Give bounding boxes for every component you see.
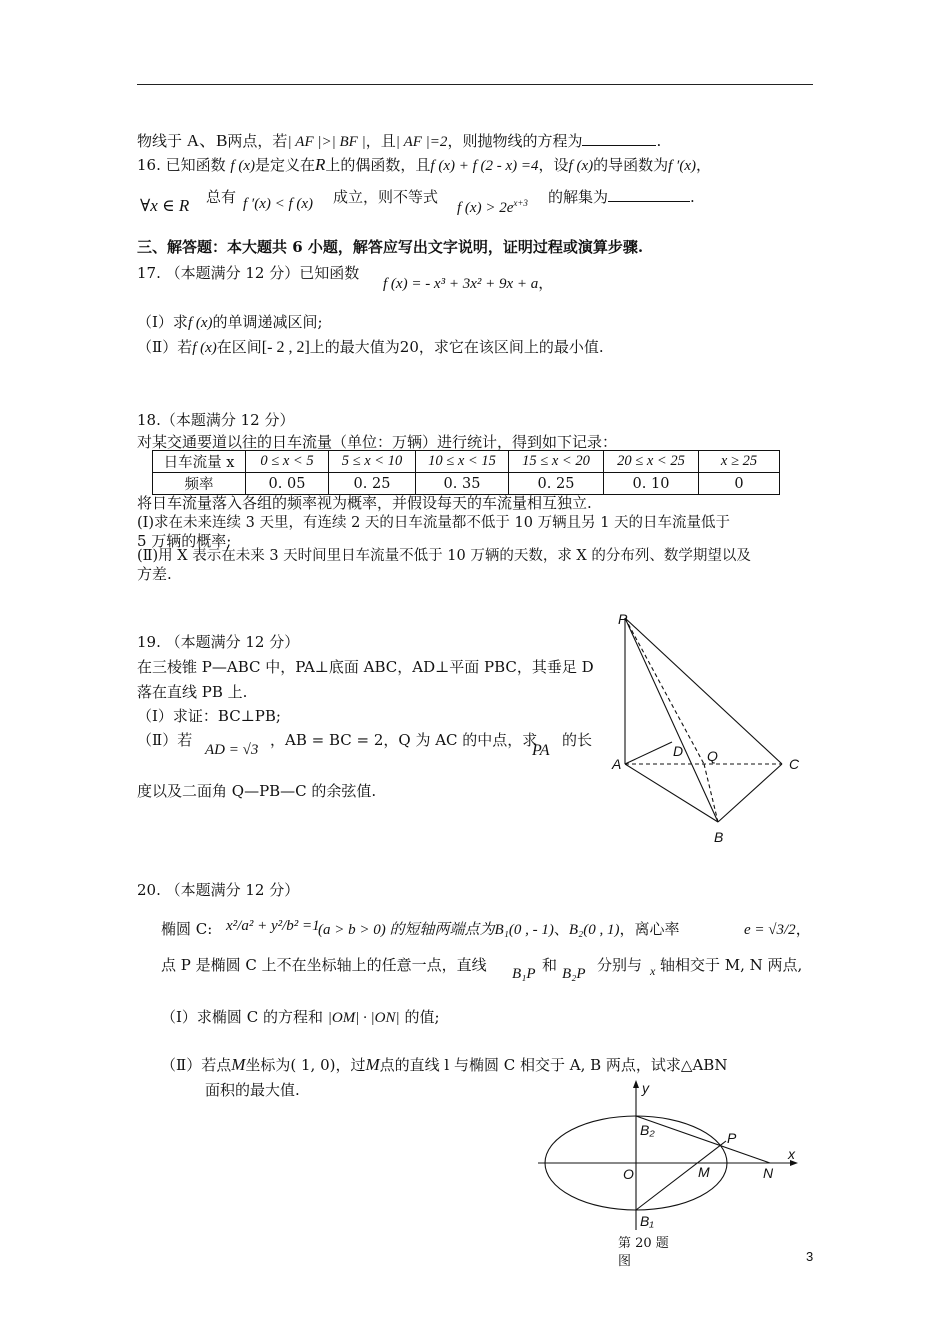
q20-eccentricity: e = √3/2， <box>744 922 811 938</box>
q16-line1: 16. 已知函数 f (x)是定义在R上的偶函数，且f (x) + f (2 - x) =4，设f (x)的导函数为f ′(x)， <box>137 155 712 174</box>
q17-part1: （Ⅰ）求f (x)的单调递减区间; <box>137 313 323 331</box>
label-y: y <box>642 1080 649 1096</box>
edge-AB <box>625 764 718 822</box>
q20-part1: （Ⅰ）求椭圆 C 的方程和 |OM| · |ON| 的值; <box>161 1008 440 1026</box>
q20-part2: （Ⅱ）若点M坐标为( 1, 0)，过M点的直线 l 与椭圆 C 相交于 A, B 两点，试求△ABN <box>161 1055 728 1074</box>
q20-part2-line2: 面积的最大值. <box>205 1081 300 1099</box>
q18-part2-line2: 方差. <box>137 565 172 583</box>
segment-PQ <box>625 618 704 764</box>
q18-part1-line1: (Ⅰ)求在未来连续 3 天里，有连续 2 天的日车流量都不低于 10 万辆且另 1 天的日车流量低于 <box>137 515 731 531</box>
q19-line4c: 的长 <box>562 731 593 749</box>
label-P: P <box>727 1130 737 1146</box>
table-header-cell: 0 ≤ x < 5 <box>246 451 329 473</box>
table-cell: 0. 05 <box>246 473 329 495</box>
label-C: C <box>789 756 800 772</box>
edge-PC <box>625 618 782 764</box>
label-O: O <box>623 1166 634 1182</box>
label-x: x <box>788 1146 795 1162</box>
q18-part2-line1: (Ⅱ)用 X 表示在未来 3 天时间里日车流量不低于 10 万辆的天数，求 X 的分布列、数学期望以及 <box>137 548 751 564</box>
table-cell: 0. 25 <box>329 473 416 495</box>
q20-line2c: 分别与 <box>597 956 643 974</box>
label-Q: Q <box>707 748 718 764</box>
table-row <box>153 451 780 473</box>
segment-QB <box>704 764 718 822</box>
q19-line4a: （Ⅱ）若 <box>137 731 193 749</box>
q18-title: 18.（本题满分 12 分） <box>137 411 295 429</box>
table-cell: 0. 35 <box>416 473 509 495</box>
q16-zongyou: 总有 <box>206 188 237 206</box>
q16-ineq1: f ′(x) < f (x) <box>243 196 314 212</box>
tetrahedron-figure <box>600 610 820 850</box>
table-header-cell: 5 ≤ x < 10 <box>329 451 416 473</box>
edge-BC <box>718 764 782 822</box>
figure-caption-line1: 第 20 题 <box>618 1236 669 1251</box>
q20-ellipse-eq: x²/a² + y²/b² =1 <box>226 918 320 934</box>
q19-pa: PA <box>532 742 550 759</box>
q16-chengli: 成立，则不等式 <box>333 188 439 206</box>
table-cell: 频率 <box>153 473 246 495</box>
answer-blank <box>608 189 690 202</box>
q20-line2a: 点 P 是椭圆 C 上不在坐标轴上的任意一点，直线 <box>161 956 487 974</box>
q17-part2: （Ⅱ）若f (x)在区间[- 2 , 2]上的最大值为20，求它在该区间上的最小值. <box>137 338 604 356</box>
y-arrow-icon <box>633 1080 639 1088</box>
line-B2PN <box>636 1116 770 1163</box>
q16-ineq2: f $(x) > 2e^{x+3}$ <box>457 198 528 216</box>
table-header-cell: 15 ≤ x < 20 <box>509 451 604 473</box>
q20-and: 和 <box>542 956 558 974</box>
figure-caption-line2: 图 <box>618 1254 632 1269</box>
table-header-cell: 20 ≤ x < 25 <box>604 451 699 473</box>
q19-line3: （Ⅰ）求证：BC⊥PB; <box>137 707 281 725</box>
section-heading: 三、解答题：本大题共 6 小题，解答应写出文字说明，证明过程或演算步骤. <box>137 238 644 256</box>
q20-line1a: 椭圆 C: <box>161 920 213 938</box>
q18-after: 将日车流量落入各组的频率视为概率，并假设每天的车流量相互独立. <box>137 494 592 512</box>
q20-title: 20. （本题满分 12 分） <box>137 881 300 899</box>
header-rule <box>137 84 813 85</box>
table-cell: 0. 10 <box>604 473 699 495</box>
q19-line5: 度以及二面角 Q—PB—C 的余弦值. <box>137 782 377 800</box>
label-B: B <box>714 829 724 845</box>
table-cell: 0. 25 <box>509 473 604 495</box>
ellipse-figure <box>530 1080 830 1240</box>
q20-x: x <box>650 964 656 978</box>
q15-tail-line: 物线于 A、B两点，若| AF |>| BF |，且| AF |=2，则抛物线的方程为 . <box>137 131 662 150</box>
q19-line1: 在三棱锥 P—ABC 中，PA⊥底面 ABC，AD⊥平面 PBC，其垂足 D <box>137 658 594 676</box>
q16-tail: 的解集为 . <box>548 188 695 206</box>
label-N: N <box>763 1165 774 1181</box>
label-B1: B₁ <box>640 1213 654 1229</box>
q19-line4b: ，AB = BC = 2，Q 为 AC 的中点，求 <box>270 731 538 749</box>
q18-intro: 对某交通要道以往的日车流量（单位：万辆）进行统计，得到如下记录： <box>137 433 618 451</box>
table-header-cell: 10 ≤ x < 15 <box>416 451 509 473</box>
q20-line1b: (a > b > 0) 的短轴两端点为B₁(0 , - 1)、B₂(0 , 1)，离心率 <box>318 920 680 938</box>
q20-b2p: B₂P <box>562 966 586 982</box>
label-D: D <box>673 743 684 759</box>
label-M: M <box>698 1164 710 1180</box>
label-B2: B₂ <box>640 1122 655 1138</box>
table-cell: 0 <box>699 473 780 495</box>
q18-part1-line2: 5 万辆的概率; <box>137 532 232 550</box>
table-header-cell: x ≥ 25 <box>699 451 780 473</box>
line-B1P <box>636 1141 726 1210</box>
page-number: 3 <box>806 1249 814 1264</box>
q20-b1p: B₁P <box>512 966 536 982</box>
q17-function: f (x) = - x³ + 3x² + 9x + a， <box>383 276 554 292</box>
label-P: P <box>618 611 628 627</box>
edge-PB <box>625 618 718 822</box>
q20-line2d: 轴相交于 M, N 两点, <box>660 956 803 974</box>
frequency-table <box>152 450 780 495</box>
q17-title: 17. （本题满分 12 分）已知函数 <box>137 264 360 282</box>
label-A: A <box>612 756 622 772</box>
table-header-cell: 日车流量 x <box>153 451 246 473</box>
segment-AD <box>625 742 672 764</box>
q19-ad: AD = √3 <box>205 742 259 758</box>
q16-forall: ∀x ∈ R <box>140 196 190 215</box>
q19-line2: 落在直线 PB 上. <box>137 683 248 701</box>
answer-blank <box>582 133 656 146</box>
q19-title: 19. （本题满分 12 分） <box>137 633 300 651</box>
